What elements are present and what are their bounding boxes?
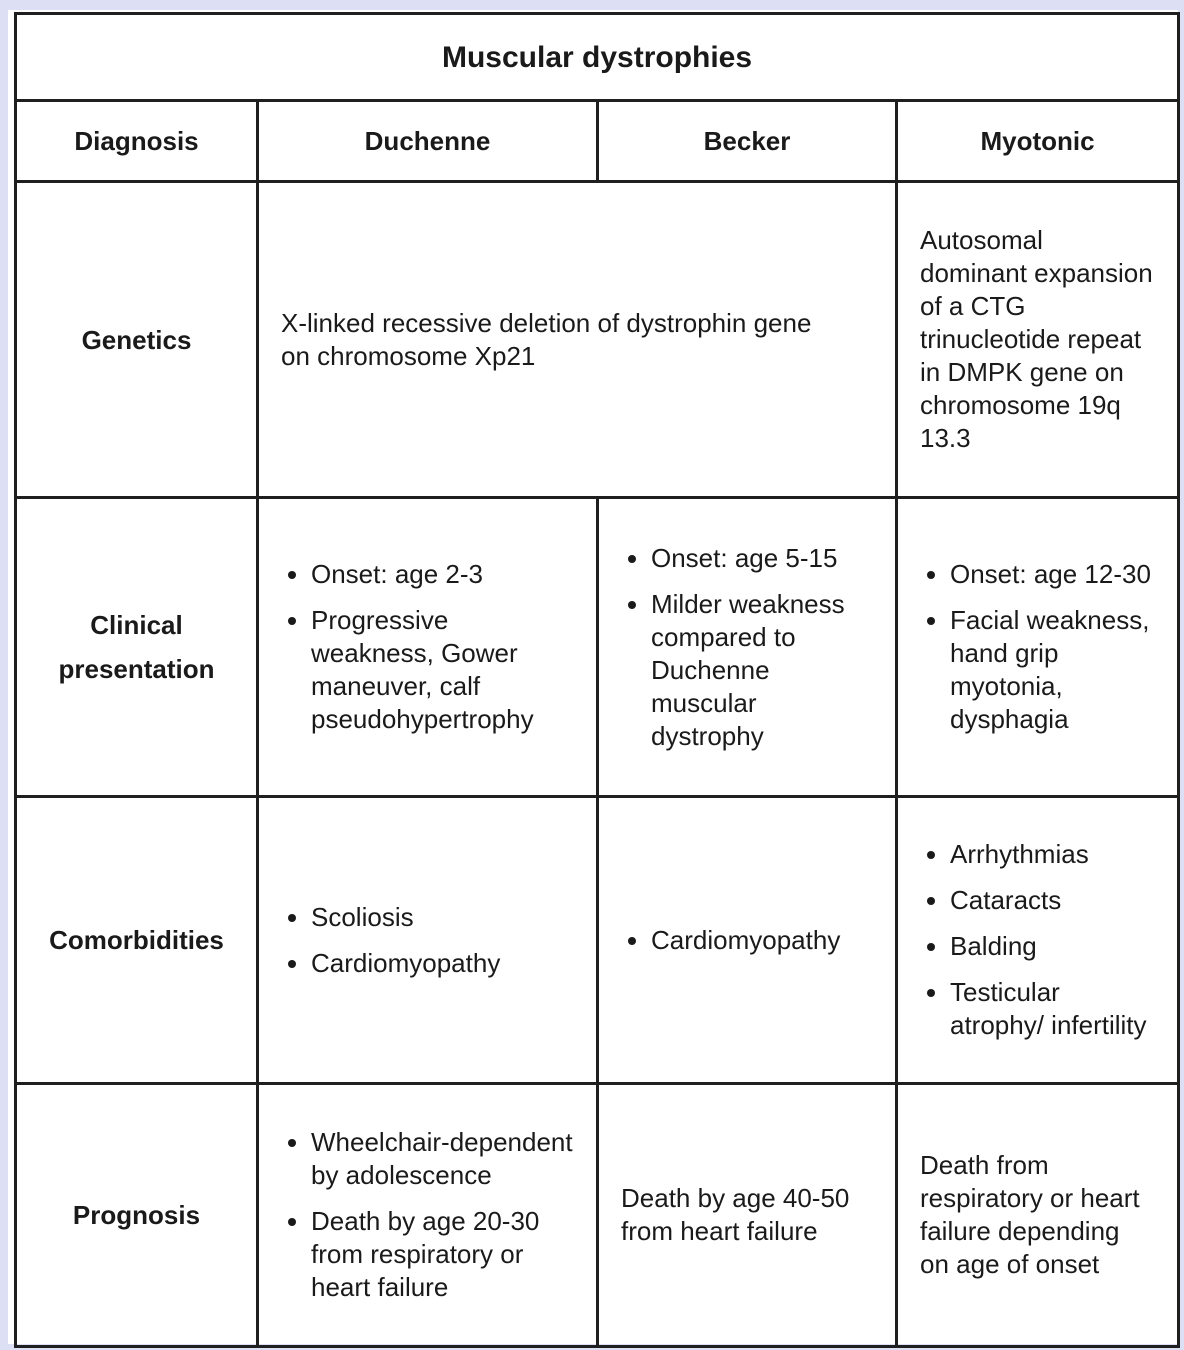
header-becker: Becker (598, 101, 897, 182)
list-item: • Cardiomyopathy (651, 924, 873, 957)
bullet-list (920, 558, 1155, 736)
header-diagnosis: Diagnosis (16, 101, 258, 182)
list-item: • Testicular atrophy/ infertility (950, 976, 1155, 1042)
table-sheet (8, 10, 1178, 1344)
header-duchenne: Duchenne (258, 101, 598, 182)
cell-clinical-duchenne (258, 498, 598, 797)
list-item: • Balding (950, 930, 1155, 963)
table-title: Muscular dystrophies (16, 14, 1179, 101)
muscular-dystrophies-table (14, 12, 1180, 1348)
row-label-clinical-line1: Clinical (90, 610, 183, 640)
list-item: • Onset: age 2-3 (311, 558, 574, 591)
bullet-list (621, 542, 873, 753)
cell-clinical-myotonic (897, 498, 1179, 797)
list-item: • Progressive weakness, Gower maneuver, calf pseudohypertrophy (311, 604, 574, 736)
list-item: • Onset: age 5-15 (651, 542, 873, 575)
table-row-prognosis (16, 1084, 1179, 1347)
cell-clinical-becker (598, 498, 897, 797)
cell-comorbidities-becker (598, 797, 897, 1084)
row-label-clinical (16, 498, 258, 797)
list-item: • Onset: age 12-30 (950, 558, 1155, 591)
cell-prognosis-becker: Death by age 40-50 from heart failure (598, 1084, 897, 1347)
row-label-comorbidities: Comorbidities (16, 797, 258, 1084)
bullet-list (281, 558, 574, 736)
list-item: • Scoliosis (311, 901, 574, 934)
table-row-genetics (16, 182, 1179, 498)
cell-prognosis-myotonic: Death from respiratory or heart failure depending on age of onset (897, 1084, 1179, 1347)
bullet-list (920, 838, 1155, 1042)
list-item: • Arrhythmias (950, 838, 1155, 871)
list-item: • Facial weakness, hand grip myotonia, dysphagia (950, 604, 1155, 736)
cell-comorbidities-myotonic (897, 797, 1179, 1084)
bullet-list (621, 924, 873, 957)
list-item: • Cardiomyopathy (311, 947, 574, 980)
header-row (16, 101, 1179, 182)
list-item: • Milder weakness compared to Duchenne muscular dystrophy (651, 588, 873, 753)
list-item: • Wheelchair-dependent by adolescence (311, 1126, 574, 1192)
list-item: • Death by age 20-30 from respiratory or heart failure (311, 1205, 574, 1304)
cell-genetics-myotonic: Autosomal dominant expansion of a CTG trinucleotide repeat in DMPK gene on chromosome 19q 13.3 (897, 182, 1179, 498)
cell-genetics-duchenne-becker: X-linked recessive deletion of dystrophin gene on chromosome Xp21 (258, 182, 897, 498)
cell-prognosis-duchenne (258, 1084, 598, 1347)
cell-comorbidities-duchenne (258, 797, 598, 1084)
list-item: • Cataracts (950, 884, 1155, 917)
row-label-prognosis: Prognosis (16, 1084, 258, 1347)
bullet-list (281, 901, 574, 980)
table-row-clinical (16, 498, 1179, 797)
row-label-clinical-line2: presentation (58, 654, 215, 684)
table-row-comorbidities (16, 797, 1179, 1084)
row-label-genetics: Genetics (16, 182, 258, 498)
header-myotonic: Myotonic (897, 101, 1179, 182)
bullet-list (281, 1126, 574, 1304)
